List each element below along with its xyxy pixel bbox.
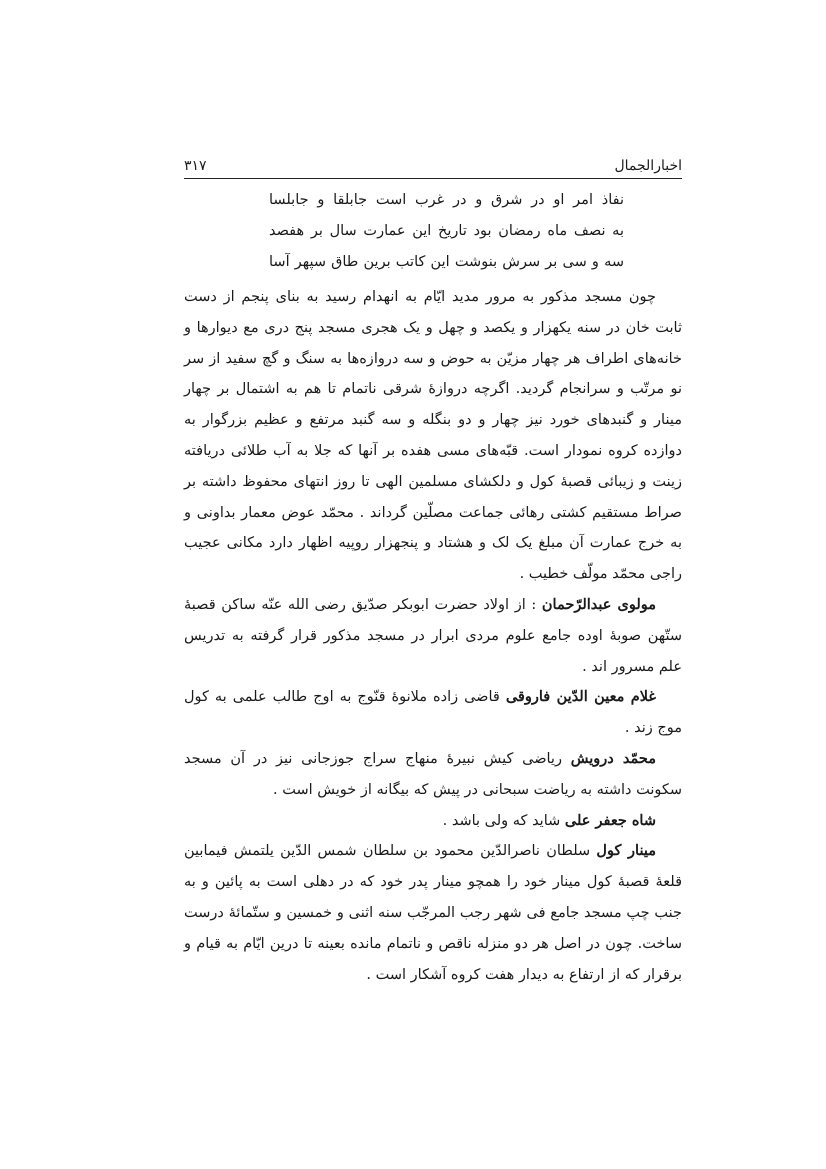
- poem-verse: سه و سی بر سرش بنوشت این کاتب برین طاق سپهر آسا: [269, 254, 624, 270]
- book-title: اخبارالجمال: [614, 158, 682, 174]
- entry-heading: محمّد درویش: [570, 749, 656, 767]
- entry: [184, 744, 682, 806]
- entry-heading: مولوی عبدالرّحمان: [541, 595, 656, 613]
- page-number: ۳۱۷: [184, 158, 207, 174]
- entry: [184, 836, 682, 990]
- poem: [269, 185, 624, 278]
- running-head: [184, 140, 682, 179]
- entry-text: : از اولاد حضرت ابوبکر صدّیق رضی الله عنّه ساکن قصبهٔ ستّهن صوبهٔ اوده جامع علوم مردی ابرار در مسجد مذکور قرار گرفته به تدریس علم مسرور اند .: [184, 596, 682, 675]
- entry-heading: مینار کول: [596, 842, 656, 860]
- entry: [184, 806, 682, 837]
- entry-text: ریاضی کیش نبیرهٔ منهاج سراج جوزجانی نیز در آن مسجد سکونت داشته به ریاضت سبحانی در پیش که بیگانه از خویش است .: [184, 750, 682, 798]
- paragraph: چون مسجد مذکور به مرور مدید ایّام به انهدام رسید به بنای پنجم از دست ثابت خان در سنه یکهزار و یکصد و چهل و یک هجری مسجد پنج دری مع دیوارها و خانه‌های اطراف هر چهار مزیّن به حوض و سه دروازه‌ها به سنگ و گچ سفید از سر نو مرتّب و سرانجام گردید. اگرچه دروازهٔ شرقی ناتمام تا هم به اشتمال بر چهار مینار و گنبدهای خورد نیز چهار و دو بنگله و سه گنبد مرتفع و عظیم بزرگوار به دوازده کروه نمودار است. قبّه‌های مسی هفده بر آنها که جلا به آب طلائی دریافته زینت و زیبائی قصبهٔ کول و دلکشای مسلمین الهی تا روز انتهای محفوظ داشته بر صراط مستقیم کشتی رهائی جماعت مصلّین گرداند . محمّد عوض معمار بداونی و به خرج عمارت آن مبلغ یک لک و هشتاد و پنجهزار روپیه اظهار دارد مکانی عجیب راجی محمّد مولّف خطیب .: [184, 289, 682, 583]
- poem-verse: به نصف ماه رمضان بود تاریخ این عمارت سال بر هفصد: [269, 223, 624, 239]
- entry-text: قاضی زاده ملانوهٔ قنّوج به اوج طالب علمی به کول موج زند .: [184, 689, 682, 737]
- entry: [184, 682, 682, 744]
- entry-heading: شاه جعفر علی: [564, 811, 656, 829]
- body-text: [184, 282, 682, 990]
- entry: [184, 590, 682, 682]
- entry-text: سلطان ناصرالدّین محمود بن سلطان شمس الدّین یلتمش فیمابین قلعهٔ قصبهٔ کول مینار خود را همچو مینار پدر خود که در دهلی است به پائین و به جنب چپ مسجد جامع فی شهر رجب المرجّب سنه اثنی و خمسین و ستّمائهٔ درست ساخت. چون در اصل هر دو منزله ناقص و ناتمام مانده بعینه تا درین ایّام به قیام و برقرار که از ارتفاع به دیدار هفت کروه آشکار است .: [184, 843, 682, 983]
- entry-heading: غلام معین الدّین فاروقی: [505, 688, 656, 706]
- poem-verse: نفاذ امر او در شرق و در غرب است جابلقا و جابلسا: [269, 192, 624, 208]
- entry-text: شاید که ولی باشد .: [442, 812, 565, 829]
- book-page: [184, 140, 682, 990]
